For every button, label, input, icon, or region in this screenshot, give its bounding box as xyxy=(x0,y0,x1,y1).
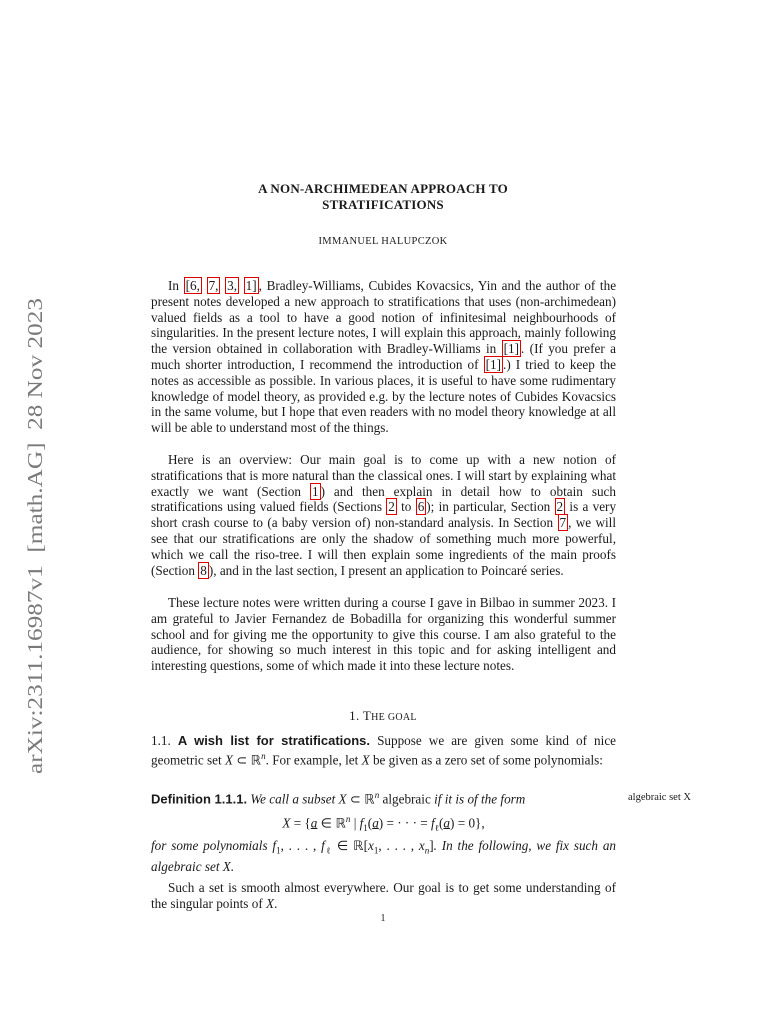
citation-link[interactable]: [1] xyxy=(503,341,520,357)
citation-link[interactable]: 7, xyxy=(208,278,219,293)
page-number: 1 xyxy=(380,913,386,924)
arxiv-id-text: arXiv:2311.16987v1 [math.AG] 28 Nov 2023 xyxy=(23,368,47,774)
intro-paragraph-3: These lecture notes were written during a course I gave in Bilbao in summer 2023. I am grateful to Javier Fernandez de Bobadilla for organizing this wonderful summer school and for giving me the opportunity to give this course. I am also grateful to the audience, for showing so much interest in this topic and for asking intelligent and interesting questions, some of which made it into these lecture notes. xyxy=(151,595,616,674)
section-link[interactable]: 8 xyxy=(200,562,207,578)
body-paragraph-4: Such a set is smooth almost everywhere. Our goal is to get some understanding of the singular points of X. xyxy=(151,880,616,911)
section-link[interactable]: 2 xyxy=(388,499,395,515)
citation-link[interactable]: 1] xyxy=(245,278,257,293)
definition-equation: X = {a ∈ ℝ$^n$ | $f_1(a)$ = · · · = $f_\ell(a) = 0$}, xyxy=(282,814,485,834)
subsection-text: . For example, let xyxy=(265,752,359,768)
section-title-rest: HE GOAL xyxy=(371,712,417,723)
citation-link[interactable]: 3, xyxy=(227,278,237,293)
p2-text: to xyxy=(401,499,412,515)
definition-continuation: for some polynomials $f_1$, . . . , $f_\ell$ ∈ $ℝ[x_1$, . . . , $x_n$]. In the following, we fix such an algebraic set X. xyxy=(151,838,617,875)
arxiv-identifier xyxy=(22,296,48,776)
p2-text: is a very short crash course to (a baby version of) non-standard analysis. In Section xyxy=(151,499,617,531)
section-number: 1. xyxy=(349,708,360,723)
p2-text: , we will see that our stratifications are only the shadow of something much more powerful, which we call the riso-tree. I will then explain some ingredients of the main proofs (Section xyxy=(151,515,617,578)
definition-text: . In the following, we fix such an algebraic set xyxy=(151,838,617,875)
p2-text: Here is an overview: Our main goal is to come up with a new notion of stratifications that is more natural than the classical ones. I will start by explaining what exactly we want (Section xyxy=(151,452,616,499)
definition-text: We call a subset xyxy=(250,791,336,807)
p1-text-3: .) I tried to keep the notes as accessible as possible. In various places, it is useful to have some rudimentary knowledge of model theory, as provided e.g. by the lecture notes of Cubides Kovacsics in the same volume, but I hope that even readers with no model theory knowledge at all will be able to understand most of the things. xyxy=(151,356,616,436)
definition-text: if it is of the form xyxy=(434,791,526,807)
definition-term: algebraic xyxy=(382,791,431,807)
subsection-text: be given as a zero set of some polynomials: xyxy=(372,752,603,768)
p1-text-2: . (If you prefer a much shorter introduction, I recommend the introduction of xyxy=(151,341,617,372)
author-name: IMMANUEL HALUPCZOK xyxy=(318,236,448,247)
section-link[interactable]: 6 xyxy=(417,499,425,515)
title-line-1: A NON-ARCHIMEDEAN APPROACH TO xyxy=(258,181,508,196)
subsection-text: Suppose we are given some kind of nice geometric set xyxy=(151,733,617,768)
definition-1-1-1: Definition 1.1.1. We call a subset X ⊂ ℝ$^n$ algebraic if it is of the form xyxy=(151,790,526,807)
paper-title xyxy=(150,181,616,213)
definition-text: for some polynomials xyxy=(151,838,268,853)
title-line-2: STRATIFICATIONS xyxy=(322,197,444,212)
definition-label: Definition 1.1.1. xyxy=(151,791,248,807)
p2-text: ) and then explain in detail how to obtain such stratifications using valued fields (Sections xyxy=(151,483,616,515)
intro-paragraph-2 xyxy=(151,452,616,578)
p2-text: ), and in the last section, I present an application to Poincaré series. xyxy=(208,562,564,578)
citation-link[interactable]: [6, xyxy=(185,278,200,293)
subsection-1-1: 1.1. A wish list for stratifications. Suppose we are given some kind of nice geometric set X ⊂ ℝ$^n$. For example, let X be given as a zero set of some polynomials: xyxy=(151,733,617,768)
citation-link[interactable]: [1] xyxy=(485,356,502,372)
subsection-title: A wish list for stratifications. xyxy=(177,733,371,748)
margin-note: algebraic set X xyxy=(628,792,691,803)
section-title-first: T xyxy=(362,708,372,723)
p2-text: ); in particular, Section xyxy=(426,499,551,515)
intro-paragraph-1: In [6, 7, 3, 1] , Bradley-Williams, Cubides Kovacsics, Yin and the author of the present notes developed a new approach to stratifications that uses (non-archimedean) valued fields as a tool to have a good notion of infinitesimal neighbourhoods of singularities. In the present lecture notes, I will explain this approach, mainly following the version obtained in collaboration with Bradley-Williams in [1] . (If you prefer a much shorter introduction, I recommend the introduction of [1] .) I tried to keep the notes as accessible as possible. In various places, it is useful to have some rudimentary knowledge of model theory, as provided e.g. by the lecture notes of Cubides Kovacsics in the same volume, but I hope that even readers with no model theory knowledge at all will be able to understand most of the things. xyxy=(151,278,617,436)
section-link[interactable]: 1 xyxy=(311,483,319,499)
subsection-number: 1.1. xyxy=(151,733,171,748)
p1-text: Bradley-Williams, Cubides Kovacsics, Yin and the author of the present notes developed a new approach to stratifications that uses (non-archimedean) valued fields as a tool to have a good notion of infinitesimal neighbourhoods of singularities. In the present lecture notes, I will explain this approach, mainly following the version obtained in collaboration with Bradley-Williams in xyxy=(151,278,617,357)
p4-text: Such a set is smooth almost everywhere. Our goal is to get some understanding of the singular points of xyxy=(151,880,616,911)
section-heading xyxy=(150,708,616,724)
section-link[interactable]: 7 xyxy=(559,515,567,531)
section-link[interactable]: 2 xyxy=(556,499,564,515)
